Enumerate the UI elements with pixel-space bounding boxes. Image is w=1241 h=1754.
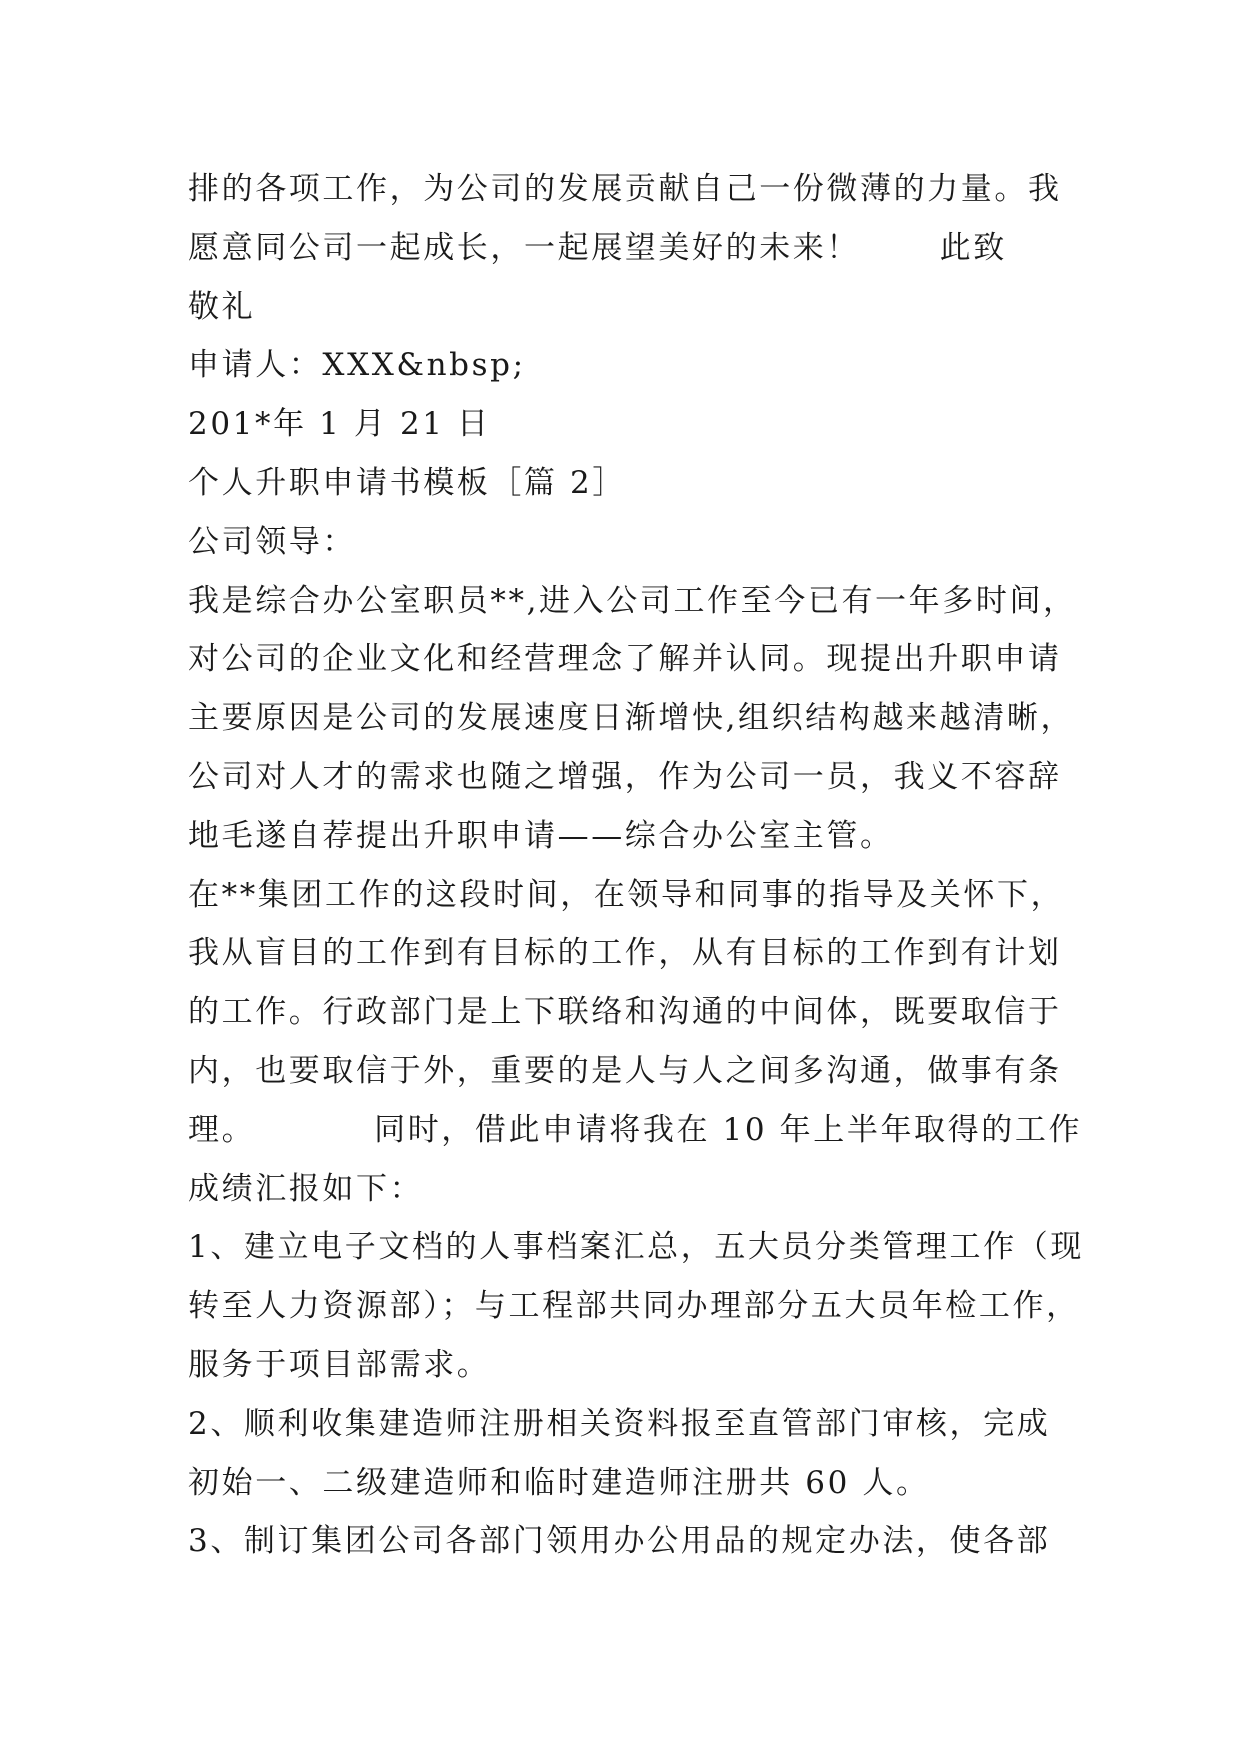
list-item-text: 2、顺利收集建造师注册相关资料报至直管部门审核，完成 [188, 1405, 1051, 1442]
applicant-signature: 申请人：XXX&nbsp; [188, 347, 526, 384]
text-line: 理。 同时，借此申请将我在 10 年上半年取得的工作 [188, 1111, 1083, 1148]
closing-salutation: 敬礼 [188, 288, 256, 325]
list-item-text: 初始一、二级建造师和临时建造师注册共 60 人。 [188, 1464, 930, 1501]
list-item-text: 转至人力资源部）；与工程部共同办理部分五大员年检工作， [188, 1288, 1080, 1325]
text-line: 在**集团工作的这段时间，在领导和同事的指导及关怀下， [188, 876, 1065, 913]
list-item-text: 1、建立电子文档的人事档案汇总，五大员分类管理工作（现 [188, 1229, 1084, 1266]
section-title: 个人升职申请书模板［篇 2］ [188, 464, 626, 501]
list-item-text: 3、制订集团公司各部门领用办公用品的规定办法，使各部 [188, 1523, 1051, 1560]
letter-greeting: 公司领导： [188, 523, 356, 560]
text-line: 愿意同公司一起成长，一起展望美好的未来！ 此致 [188, 229, 1007, 266]
text-line: 公司对人才的需求也随之增强，作为公司一员，我义不容辞 [188, 758, 1062, 795]
document-body [188, 160, 1084, 1571]
letter-date: 201*年 1 月 21 日 [188, 406, 491, 443]
text-line: 我是综合办公室职员**,进入公司工作至今已有一年多时间， [188, 582, 1077, 619]
text-line: 主要原因是公司的发展速度日渐增快,组织结构越来越清晰， [188, 700, 1075, 737]
text-line: 内，也要取信于外，重要的是人与人之间多沟通，做事有条 [188, 1052, 1062, 1089]
text-line: 的工作。行政部门是上下联络和沟通的中间体，既要取信于 [188, 994, 1062, 1031]
text-line: 成绩汇报如下： [188, 1170, 424, 1207]
text-line: 我从盲目的工作到有目标的工作，从有目标的工作到有计划 [188, 935, 1062, 972]
text-line: 排的各项工作，为公司的发展贡献自己一份微薄的力量。我 [188, 171, 1062, 207]
text-line: 对公司的企业文化和经营理念了解并认同。现提出升职申请 [188, 641, 1062, 678]
list-item-text: 服务于项目部需求。 [188, 1346, 491, 1383]
text-line: 地毛遂自荐提出升职申请——综合办公室主管。 [188, 817, 894, 854]
